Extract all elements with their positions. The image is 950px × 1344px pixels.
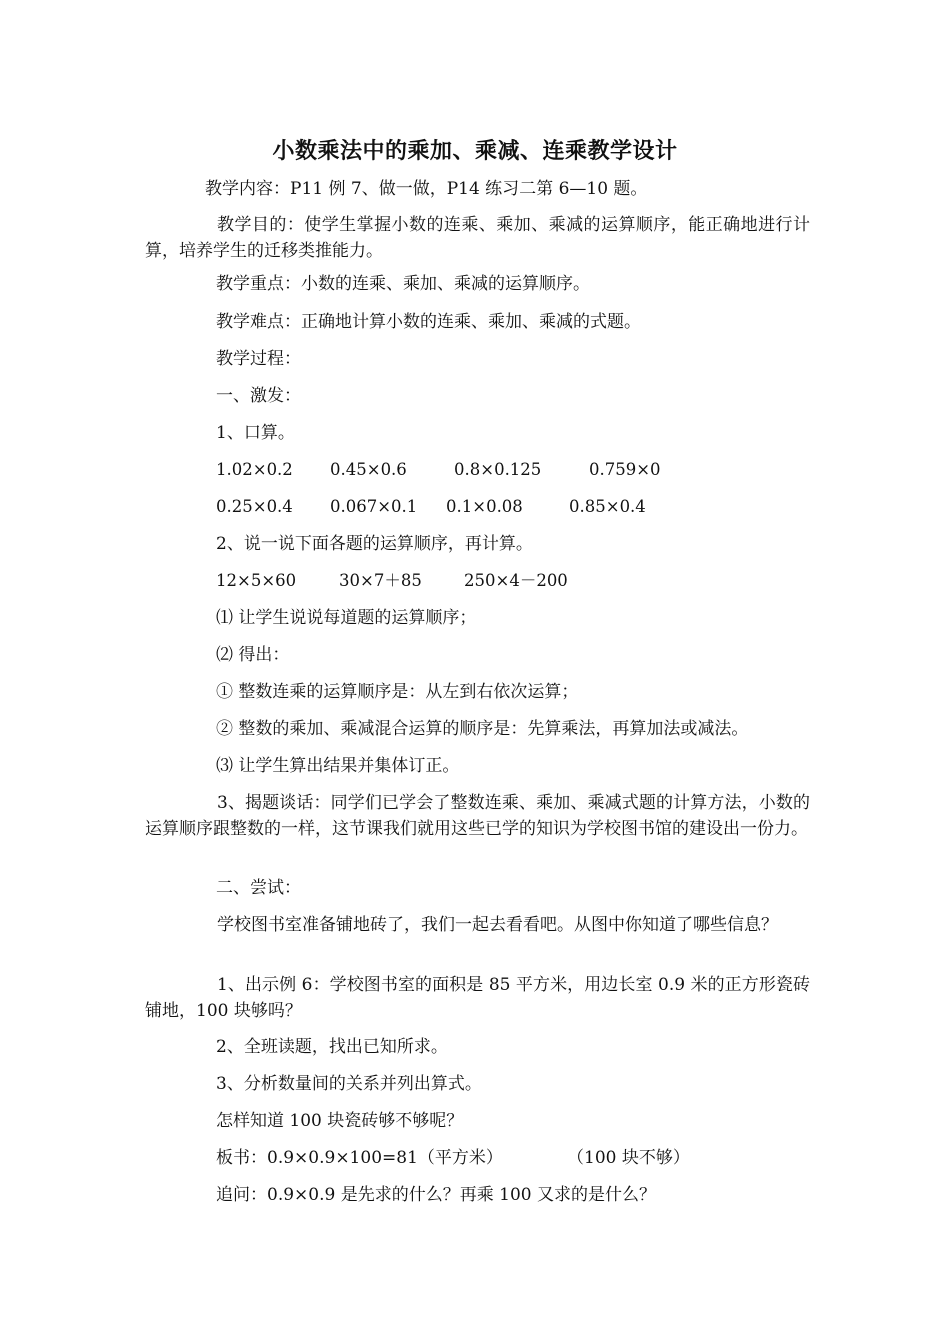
oral-calc-expression: 0.45×0.6 — [330, 460, 407, 479]
follow-up-question: 追问：0.9×0.9 是先求的什么？再乘 100 又求的是什么？ — [216, 1185, 656, 1205]
oral-calc-expression: 0.85×0.4 — [569, 497, 646, 516]
teaching-content: 教学内容：P11 例 7、做一做，P14 练习二第 6—10 题。 — [205, 179, 648, 199]
item-order-question: 2、说一说下面各题的运算顺序，再计算。 — [216, 534, 533, 554]
section-2-heading: 二、尝试： — [216, 878, 301, 898]
oral-calc-expression: 0.25×0.4 — [216, 497, 293, 516]
section-1-heading: 一、激发： — [216, 386, 301, 406]
teaching-key-point: 教学重点：小数的连乘、乘加、乘减的运算顺序。 — [216, 274, 590, 294]
scenario-intro: 学校图书室准备铺地砖了，我们一起去看看吧。从图中你知道了哪些信息？ — [217, 915, 778, 935]
calc-expression: 12×5×60 — [216, 571, 297, 590]
oral-calc-expression: 0.8×0.125 — [454, 460, 542, 479]
teaching-difficulty: 教学难点：正确地计算小数的连乘、乘加、乘减的式题。 — [216, 312, 641, 332]
conclusion-2: ② 整数的乘加、乘减混合运算的顺序是：先算乘法，再算加法或减法。 — [216, 719, 749, 739]
sub-step-2: ⑵ 得出： — [216, 645, 290, 665]
calc-expression: 250×4－200 — [464, 571, 568, 590]
item-oral-calc: 1、口算。 — [216, 423, 295, 443]
sub-step-1: ⑴ 让学生说说每道题的运算顺序； — [216, 608, 477, 628]
calc-expression: 30×7＋85 — [339, 571, 422, 590]
example-problem: 1、出示例 6：学校图书室的面积是 85 平方米，用边长室 0.9 米的正方形瓷砖铺地，100 块够吗？ — [145, 975, 810, 1021]
board-formula: 板书：0.9×0.9×100=81（平方米） — [216, 1148, 503, 1168]
sub-step-3: ⑶ 让学生算出结果并集体订正。 — [216, 756, 460, 776]
conclusion-1: ① 整数连乘的运算顺序是：从左到右依次运算； — [216, 682, 579, 702]
board-note: （100 块不够） — [567, 1148, 690, 1168]
step-read-problem: 2、全班读题，找出已知所求。 — [216, 1037, 448, 1057]
step-analyze: 3、分析数量间的关系并列出算式。 — [216, 1074, 482, 1094]
oral-calc-expression: 0.1×0.08 — [446, 497, 523, 516]
teaching-process-heading: 教学过程： — [216, 349, 301, 369]
topic-introduction: 3、揭题谈话：同学们已学会了整数连乘、乘加、乘减式题的计算方法，小数的运算顺序跟整数的一样，这节课我们就用这些已学的知识为学校图书馆的建设出一份力。 — [145, 793, 810, 839]
oral-calc-expression: 1.02×0.2 — [216, 460, 293, 479]
oral-calc-expression: 0.067×0.1 — [330, 497, 418, 516]
page-title: 小数乘法中的乘加、乘减、连乘教学设计 — [272, 139, 678, 164]
guiding-question: 怎样知道 100 块瓷砖够不够呢？ — [216, 1111, 464, 1131]
teaching-objective: 教学目的：使学生掌握小数的连乘、乘加、乘减的运算顺序，能正确地进行计算，培养学生的迁移类推能力。 — [145, 215, 810, 261]
oral-calc-expression: 0.759×0 — [589, 460, 661, 479]
